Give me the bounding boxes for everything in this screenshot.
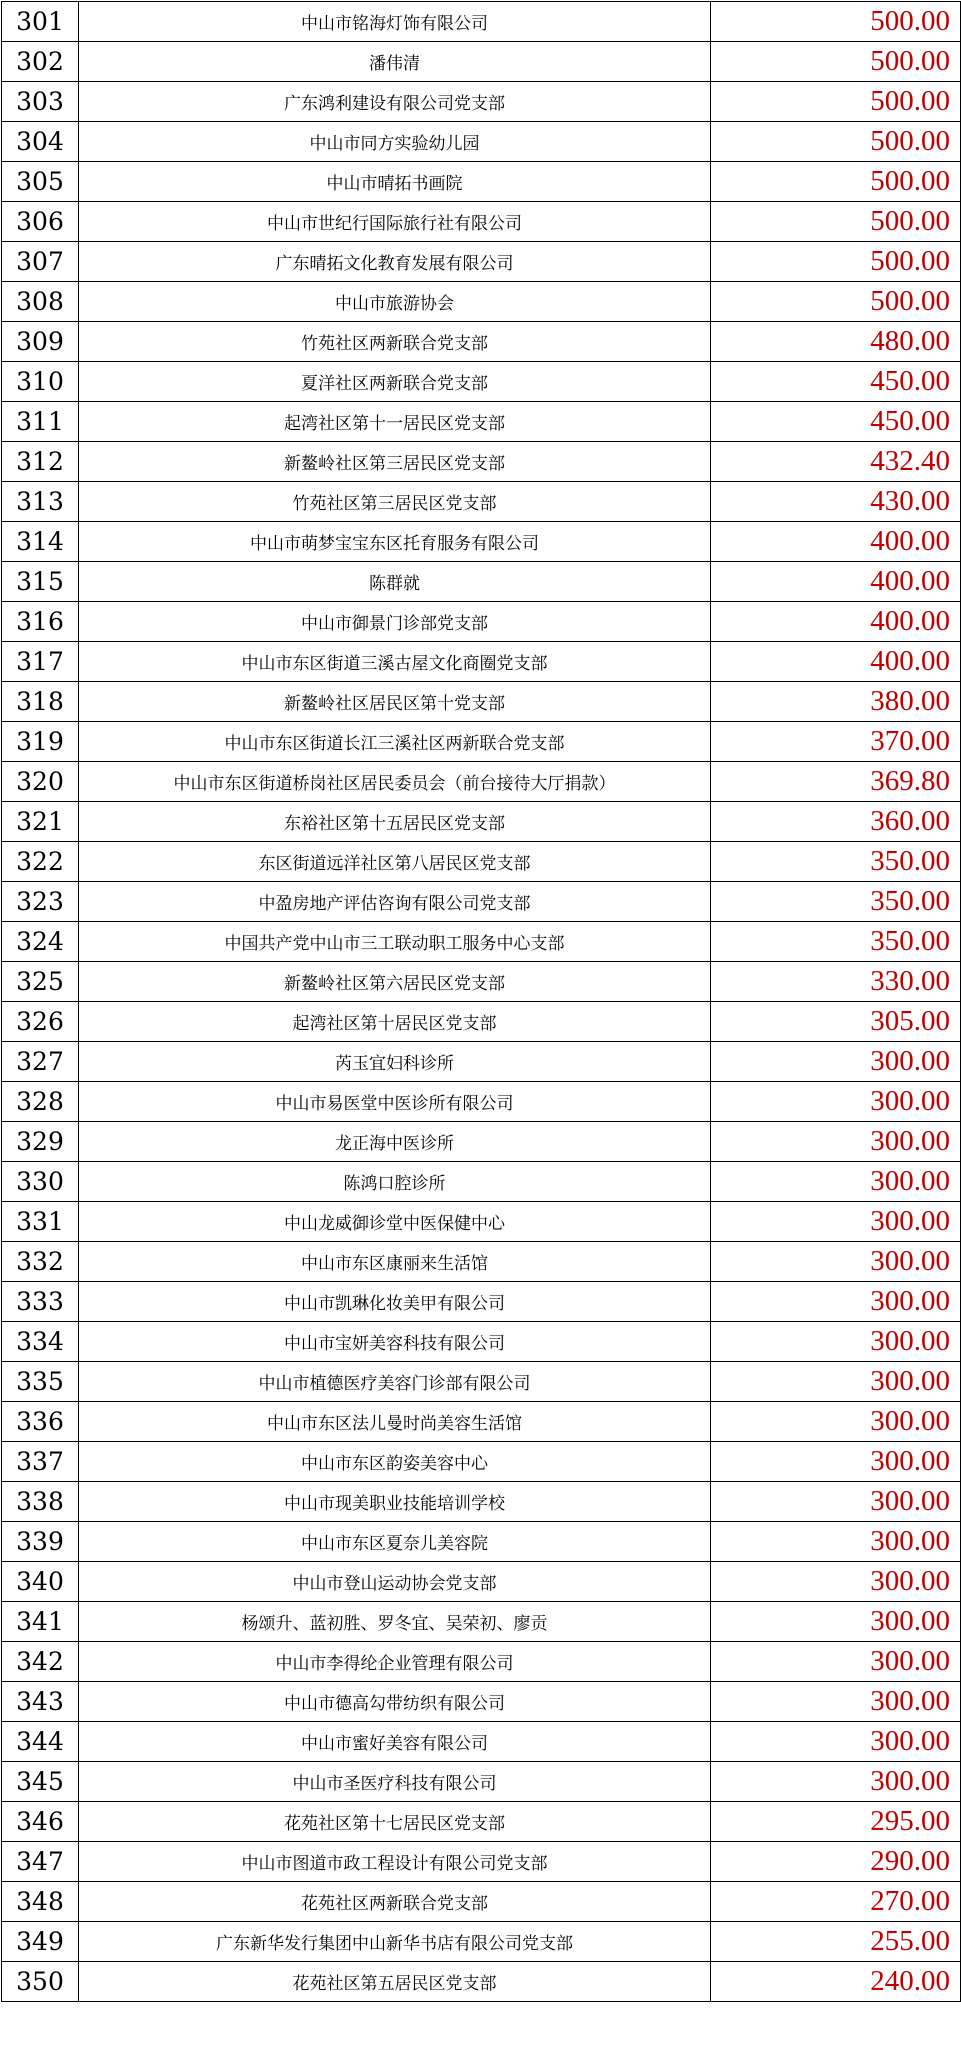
donor-name: 中山市图道市政工程设计有限公司党支部 [79,1842,711,1882]
row-number: 333 [2,1282,79,1322]
donation-amount: 500.00 [711,282,961,322]
row-number: 304 [2,122,79,162]
row-number: 331 [2,1202,79,1242]
donation-amount: 500.00 [711,82,961,122]
row-number: 314 [2,522,79,562]
donor-name: 中山市世纪行国际旅行社有限公司 [79,202,711,242]
row-number: 329 [2,1122,79,1162]
row-number: 326 [2,1002,79,1042]
donor-name: 中山市德高勾带纺织有限公司 [79,1682,711,1722]
donor-name: 杨颂升、蓝初胜、罗冬宜、吴荣初、廖贡 [79,1602,711,1642]
table-row [2,1722,961,1762]
donation-amount: 400.00 [711,642,961,682]
table-row [2,802,961,842]
donation-amount: 369.80 [711,762,961,802]
table-row [2,1402,961,1442]
table-row [2,322,961,362]
donation-amount: 500.00 [711,202,961,242]
donation-amount: 350.00 [711,922,961,962]
donation-amount: 300.00 [711,1442,961,1482]
donor-name: 广东新华发行集团中山新华书店有限公司党支部 [79,1922,711,1962]
donor-name: 新鳌岭社区第六居民区党支部 [79,962,711,1002]
row-number: 312 [2,442,79,482]
row-number: 347 [2,1842,79,1882]
donation-amount: 450.00 [711,402,961,442]
table-row [2,402,961,442]
donor-name: 中山市凯琳化妆美甲有限公司 [79,1282,711,1322]
donation-amount: 300.00 [711,1522,961,1562]
donation-amount: 300.00 [711,1682,961,1722]
row-number: 309 [2,322,79,362]
donor-name: 花苑社区两新联合党支部 [79,1882,711,1922]
row-number: 301 [2,2,79,42]
table-row [2,1762,961,1802]
row-number: 310 [2,362,79,402]
table-row [2,1682,961,1722]
donation-amount: 300.00 [711,1242,961,1282]
donor-name: 新鳌岭社区居民区第十党支部 [79,682,711,722]
table-row [2,1362,961,1402]
row-number: 305 [2,162,79,202]
table-row [2,1002,961,1042]
donation-amount: 300.00 [711,1402,961,1442]
row-number: 313 [2,482,79,522]
donor-name: 夏洋社区两新联合党支部 [79,362,711,402]
table-row [2,1562,961,1602]
donation-amount: 350.00 [711,842,961,882]
row-number: 316 [2,602,79,642]
donation-amount: 400.00 [711,562,961,602]
row-number: 330 [2,1162,79,1202]
row-number: 315 [2,562,79,602]
donor-name: 中山市东区街道三溪古屋文化商圈党支部 [79,642,711,682]
row-number: 323 [2,882,79,922]
table-row [2,162,961,202]
donation-amount: 295.00 [711,1802,961,1842]
row-number: 335 [2,1362,79,1402]
donor-name: 中山市易医堂中医诊所有限公司 [79,1082,711,1122]
row-number: 321 [2,802,79,842]
donation-amount: 300.00 [711,1482,961,1522]
table-row [2,842,961,882]
donation-amount: 480.00 [711,322,961,362]
table-row [2,602,961,642]
row-number: 317 [2,642,79,682]
donation-amount: 450.00 [711,362,961,402]
donation-amount: 330.00 [711,962,961,1002]
table-row [2,562,961,602]
donor-name: 中山市植德医疗美容门诊部有限公司 [79,1362,711,1402]
row-number: 338 [2,1482,79,1522]
table-row [2,522,961,562]
donation-amount: 270.00 [711,1882,961,1922]
table-row [2,1122,961,1162]
donor-name: 中山市李得纶企业管理有限公司 [79,1642,711,1682]
table-row [2,442,961,482]
donation-amount: 350.00 [711,882,961,922]
row-number: 327 [2,1042,79,1082]
table-row [2,282,961,322]
donation-amount: 380.00 [711,682,961,722]
donor-name: 中山市东区夏奈儿美容院 [79,1522,711,1562]
table-row [2,1322,961,1362]
row-number: 349 [2,1922,79,1962]
donor-name: 中山市铭海灯饰有限公司 [79,2,711,42]
donor-name: 中山龙威御诊堂中医保健中心 [79,1202,711,1242]
donor-name: 陈群就 [79,562,711,602]
table-row [2,722,961,762]
row-number: 336 [2,1402,79,1442]
donation-amount: 432.40 [711,442,961,482]
donor-name: 中山市宝妍美容科技有限公司 [79,1322,711,1362]
donation-amount: 290.00 [711,1842,961,1882]
donation-amount: 300.00 [711,1282,961,1322]
row-number: 344 [2,1722,79,1762]
table-row [2,1042,961,1082]
table-row [2,882,961,922]
row-number: 308 [2,282,79,322]
donor-name: 潘伟清 [79,42,711,82]
donor-name: 中国共产党中山市三工联动职工服务中心支部 [79,922,711,962]
table-row [2,1082,961,1122]
donor-name: 中山市东区康丽来生活馆 [79,1242,711,1282]
donation-amount: 300.00 [711,1322,961,1362]
donor-name: 中山市圣医疗科技有限公司 [79,1762,711,1802]
row-number: 325 [2,962,79,1002]
table-row [2,1242,961,1282]
row-number: 307 [2,242,79,282]
row-number: 343 [2,1682,79,1722]
table-row [2,2,961,42]
table-row [2,962,961,1002]
table-row [2,1842,961,1882]
table-row [2,642,961,682]
row-number: 342 [2,1642,79,1682]
donor-name: 中山市蜜好美容有限公司 [79,1722,711,1762]
donation-amount: 400.00 [711,602,961,642]
donation-amount: 500.00 [711,122,961,162]
donation-amount: 300.00 [711,1602,961,1642]
table-row [2,362,961,402]
row-number: 311 [2,402,79,442]
row-number: 345 [2,1762,79,1802]
table-row [2,1602,961,1642]
table-row [2,1922,961,1962]
table-row [2,122,961,162]
donor-name: 广东晴拓文化教育发展有限公司 [79,242,711,282]
donor-name: 中山市登山运动协会党支部 [79,1562,711,1602]
donor-name: 花苑社区第五居民区党支部 [79,1962,711,2002]
donor-name: 龙正海中医诊所 [79,1122,711,1162]
donation-amount: 500.00 [711,2,961,42]
row-number: 302 [2,42,79,82]
donor-name: 东区街道远洋社区第八居民区党支部 [79,842,711,882]
donation-amount: 255.00 [711,1922,961,1962]
donor-name: 中山市东区法儿曼时尚美容生活馆 [79,1402,711,1442]
table-row [2,482,961,522]
donation-amount: 300.00 [711,1562,961,1602]
table-row [2,922,961,962]
table-row [2,1962,961,2002]
table-row [2,42,961,82]
donation-amount: 300.00 [711,1762,961,1802]
donor-name: 芮玉宜妇科诊所 [79,1042,711,1082]
donor-name: 东裕社区第十五居民区党支部 [79,802,711,842]
table-row [2,242,961,282]
donation-amount: 500.00 [711,242,961,282]
donation-table-body [2,2,961,2002]
table-row [2,1882,961,1922]
row-number: 324 [2,922,79,962]
donor-name: 起湾社区第十居民区党支部 [79,1002,711,1042]
donor-name: 中盈房地产评估咨询有限公司党支部 [79,882,711,922]
donation-amount: 360.00 [711,802,961,842]
table-row [2,1162,961,1202]
row-number: 337 [2,1442,79,1482]
donor-name: 花苑社区第十七居民区党支部 [79,1802,711,1842]
donation-amount: 300.00 [711,1122,961,1162]
row-number: 320 [2,762,79,802]
donation-amount: 300.00 [711,1082,961,1122]
donor-name: 新鳌岭社区第三居民区党支部 [79,442,711,482]
table-row [2,1642,961,1682]
donation-amount: 300.00 [711,1202,961,1242]
donor-name: 中山市东区韵姿美容中心 [79,1442,711,1482]
donation-amount: 500.00 [711,162,961,202]
row-number: 303 [2,82,79,122]
donation-amount: 300.00 [711,1362,961,1402]
donor-name: 中山市现美职业技能培训学校 [79,1482,711,1522]
donor-name: 中山市东区街道长江三溪社区两新联合党支部 [79,722,711,762]
donation-amount: 300.00 [711,1042,961,1082]
row-number: 334 [2,1322,79,1362]
donor-name: 中山市晴拓书画院 [79,162,711,202]
table-row [2,1282,961,1322]
donation-amount: 370.00 [711,722,961,762]
donation-amount: 240.00 [711,1962,961,2002]
donation-amount: 300.00 [711,1642,961,1682]
row-number: 346 [2,1802,79,1842]
row-number: 339 [2,1522,79,1562]
donor-name: 陈鸿口腔诊所 [79,1162,711,1202]
donor-name: 广东鸿利建设有限公司党支部 [79,82,711,122]
row-number: 319 [2,722,79,762]
donation-amount: 400.00 [711,522,961,562]
donor-name: 中山市御景门诊部党支部 [79,602,711,642]
row-number: 332 [2,1242,79,1282]
donor-name: 中山市东区街道桥岗社区居民委员会（前台接待大厅捐款） [79,762,711,802]
donor-name: 中山市萌梦宝宝东区托育服务有限公司 [79,522,711,562]
donation-amount: 300.00 [711,1722,961,1762]
table-row [2,762,961,802]
table-row [2,1802,961,1842]
donor-name: 竹苑社区第三居民区党支部 [79,482,711,522]
table-row [2,82,961,122]
donation-amount: 500.00 [711,42,961,82]
row-number: 318 [2,682,79,722]
donor-name: 竹苑社区两新联合党支部 [79,322,711,362]
row-number: 341 [2,1602,79,1642]
row-number: 306 [2,202,79,242]
row-number: 322 [2,842,79,882]
table-row [2,1202,961,1242]
donation-amount: 305.00 [711,1002,961,1042]
donation-table [1,1,961,2002]
donation-amount: 300.00 [711,1162,961,1202]
table-row [2,1482,961,1522]
donor-name: 起湾社区第十一居民区党支部 [79,402,711,442]
row-number: 348 [2,1882,79,1922]
row-number: 350 [2,1962,79,2002]
row-number: 340 [2,1562,79,1602]
donor-name: 中山市同方实验幼儿园 [79,122,711,162]
table-row [2,1522,961,1562]
row-number: 328 [2,1082,79,1122]
donor-name: 中山市旅游协会 [79,282,711,322]
table-row [2,682,961,722]
table-row [2,202,961,242]
table-row [2,1442,961,1482]
donation-amount: 430.00 [711,482,961,522]
